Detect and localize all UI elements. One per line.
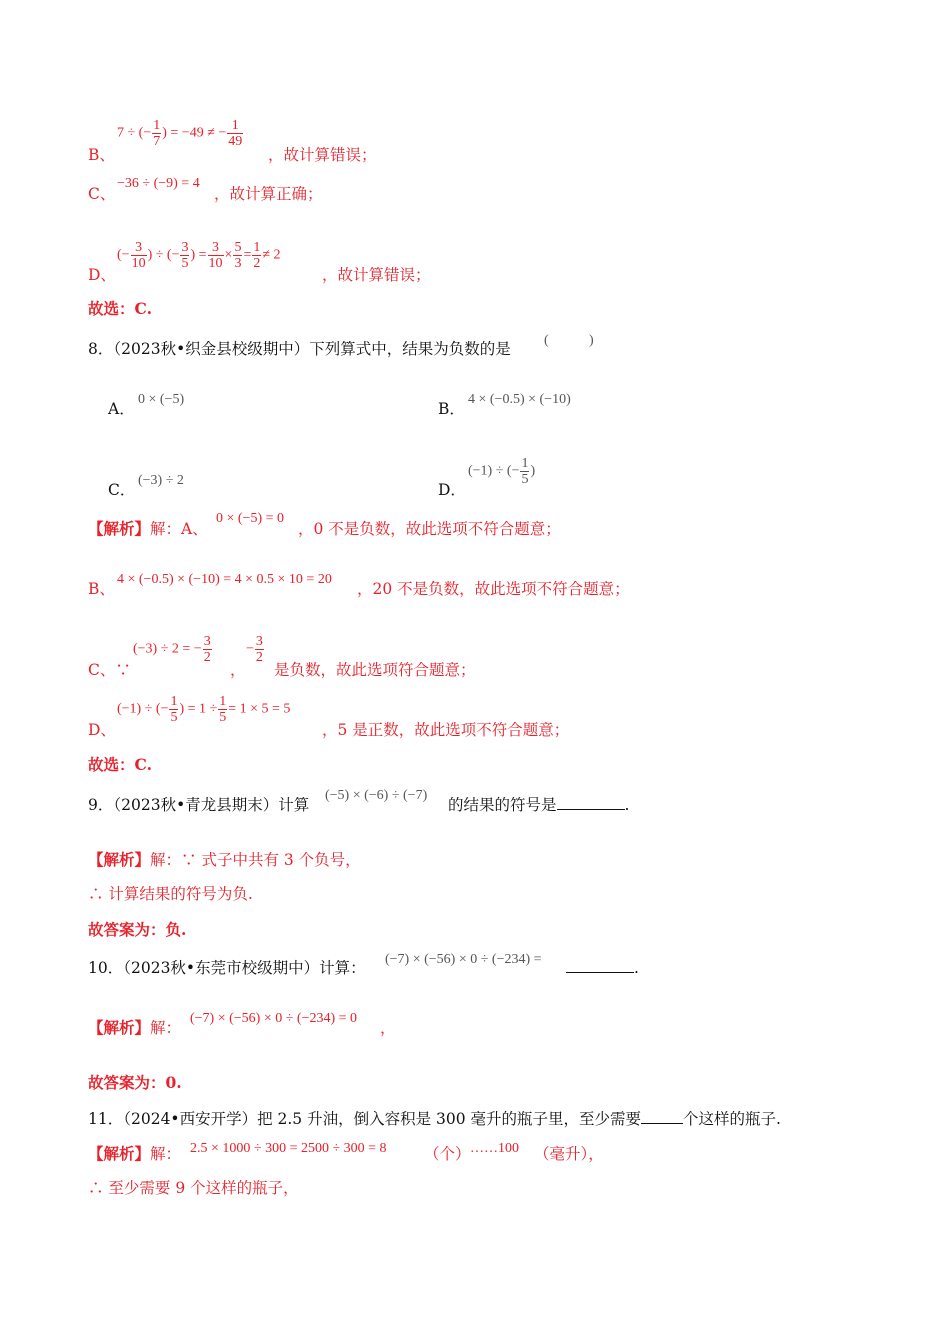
- q11-answer-blank[interactable]: [641, 1109, 683, 1124]
- q8-stem: [88, 339, 511, 359]
- frac-den: 7: [153, 134, 161, 149]
- q10-source: （2023秋•东莞市校级期中）: [123, 959, 320, 977]
- q8-sol-c-expr: [133, 634, 213, 665]
- q10-lead: 计算：: [319, 959, 366, 977]
- q8-sol-c-frac-2: [255, 634, 264, 665]
- frac-den: 10: [208, 256, 223, 271]
- q9-tail: [448, 795, 629, 815]
- frac-den: 5: [219, 710, 227, 725]
- q8-sol-c-neg-frac: [246, 634, 265, 665]
- expr-part: ) ÷ (−: [147, 247, 180, 263]
- expr-part: (−: [117, 247, 130, 263]
- q10-number: 10．: [88, 959, 124, 977]
- q11-sol-unit-2: （毫升），: [534, 1145, 604, 1163]
- q8-sol-b-expr: 4 × (−0.5) × (−10) = 4 × 0.5 × 10 = 20: [117, 572, 332, 587]
- frac-den: 5: [181, 256, 189, 271]
- prev-c-conclusion: ，故计算正确；: [214, 185, 323, 203]
- q8-sol-d-text: ，5 是正数，故此选项不符合题意；: [322, 721, 570, 739]
- q10-answer: 故答案为：0.: [88, 1073, 182, 1092]
- prev-b-frac-1: [152, 118, 161, 149]
- frac-num: 1: [219, 694, 227, 709]
- q8-sol-c-label: C、∵: [88, 661, 131, 679]
- q8-d-frac: [520, 456, 529, 487]
- prev-b-expr-left: 7 ÷ (−: [117, 125, 152, 141]
- expr-part: ≠ 2: [262, 247, 281, 263]
- frac-den: 49: [228, 134, 243, 149]
- prev-d-frac-2: [180, 240, 189, 271]
- expr-part: ): [530, 463, 536, 479]
- q9-number: 9．: [88, 796, 114, 814]
- q8-option-b-expr: 4 × (−0.5) × (−10): [468, 392, 571, 407]
- q8-number: 8．: [88, 340, 114, 358]
- frac-num: 1: [153, 118, 161, 133]
- q8-option-d-expr: [468, 456, 535, 487]
- q11-stem: [88, 1109, 781, 1129]
- prev-b-expression: [117, 118, 244, 149]
- prev-d-frac-5: [252, 240, 261, 271]
- q11-sol-line-1: [88, 1144, 181, 1164]
- prev-b-label: B、: [88, 146, 115, 164]
- q11-sol-line-2: ∴ 至少需要 9 个这样的瓶子，: [88, 1179, 299, 1197]
- prev-d-conclusion: ，故计算错误；: [322, 266, 431, 284]
- frac-den: 2: [253, 256, 261, 271]
- q9-answer-blank[interactable]: [557, 795, 625, 810]
- frac-num: 3: [181, 240, 189, 255]
- q8-sol-b-label: B、: [88, 580, 115, 598]
- q10-expr: (−7) × (−56) × 0 ÷ (−234) =: [385, 952, 542, 967]
- q8-sol-lead: 解：A、: [150, 520, 208, 538]
- expr-part: (−1) ÷ (−: [117, 701, 169, 717]
- q9-lead: 计算: [278, 796, 310, 814]
- q8-option-d-label: D．: [438, 481, 466, 499]
- analysis-tag: 【解析】: [88, 850, 151, 869]
- prev-b-expr-mid: ) = −49 ≠ −: [162, 125, 227, 141]
- expr-part: ) =: [190, 247, 207, 263]
- frac-den: 5: [170, 710, 178, 725]
- q8-sol-c-sep: ，: [230, 661, 246, 679]
- q8-sol-d-frac-1: [169, 694, 178, 725]
- q9-sol-l1: 解：∵ 式子中共有 3 个负号，: [150, 851, 361, 869]
- q8-answer-paren-left: (: [544, 333, 549, 348]
- q10-sol-comma: ，: [380, 1019, 396, 1037]
- q10-blank-line: [566, 958, 639, 978]
- expr-part: ) = 1 ÷: [179, 701, 218, 717]
- expr-part: ×: [224, 247, 233, 263]
- q11-number: 11．: [88, 1110, 124, 1128]
- expr-part: =: [243, 247, 252, 263]
- frac-den: 2: [203, 650, 211, 665]
- q10-end: .: [634, 959, 639, 977]
- q8-sol-a-line: [88, 519, 208, 539]
- q8-sol-c-text: 是负数，故此选项符合题意；: [274, 661, 476, 679]
- prev-d-frac-4: [233, 240, 242, 271]
- frac-num: 3: [255, 634, 263, 649]
- q11-sol-lead: 解：: [150, 1145, 182, 1163]
- frac-den: 2: [255, 650, 263, 665]
- frac-num: 1: [521, 456, 529, 471]
- q9-source: （2023秋•青龙县期末）: [113, 796, 279, 814]
- frac-num: 1: [253, 240, 261, 255]
- prev-option-d-line: [88, 265, 116, 285]
- q11-question-text: 把 2.5 升油，倒入容积是 300 毫升的瓶子里，至少需要: [257, 1110, 642, 1128]
- q8-sol-d-frac-2: [218, 694, 227, 725]
- frac-num: 3: [212, 240, 220, 255]
- frac-num: 3: [203, 634, 211, 649]
- q9-stem: [88, 795, 309, 815]
- prev-option-c-line: [88, 184, 115, 204]
- q8-option-a-label: A．: [108, 400, 135, 418]
- frac-den: 5: [521, 472, 529, 487]
- expr-part: (−3) ÷ 2 = −: [133, 641, 202, 657]
- q10-stem: [88, 958, 366, 978]
- frac-den: 10: [131, 256, 146, 271]
- q8-source: （2023秋•织金县校级期中）: [113, 340, 310, 358]
- prev-b-conclusion: ，故计算错误；: [268, 146, 377, 164]
- prev-d-expression: [117, 240, 281, 271]
- analysis-tag: 【解析】: [88, 1018, 151, 1037]
- prev-answer: 故选：C.: [88, 299, 152, 318]
- expr-part: (−1) ÷ (−: [468, 463, 520, 479]
- q8-option-b-label: B．: [438, 400, 465, 418]
- expr-part: = 1 × 5 = 5: [228, 701, 291, 717]
- analysis-tag: 【解析】: [88, 1144, 151, 1163]
- q10-sol-expr: (−7) × (−56) × 0 ÷ (−234) = 0: [190, 1011, 358, 1026]
- q10-sol-lead: 解：: [150, 1019, 182, 1037]
- q8-sol-d-expr: [117, 694, 290, 725]
- frac-num: 1: [170, 694, 178, 709]
- q8-option-c-expr: (−3) ÷ 2: [138, 473, 184, 488]
- prev-d-frac-1: [131, 240, 147, 271]
- q8-sol-b-text: ，20 不是负数，故此选项不符合题意；: [357, 580, 630, 598]
- q8-sol-a-expr: 0 × (−5) = 0: [216, 511, 285, 526]
- q8-answer: 故选：C.: [88, 755, 152, 774]
- q9-expr: (−5) × (−6) ÷ (−7): [325, 788, 428, 803]
- frac-den: 3: [234, 256, 242, 271]
- prev-c-label: C、: [88, 185, 116, 203]
- frac-num: 1: [231, 118, 239, 133]
- q8-sol-d-label: D、: [88, 721, 116, 739]
- q11-sol-remainder: ……100: [470, 1141, 519, 1156]
- q8-option-a-expr: 0 × (−5): [138, 392, 185, 407]
- prev-d-frac-3: [208, 240, 224, 271]
- q8-question-text: 下列算式中，结果为负数的是: [309, 340, 511, 358]
- q10-sol-line: [88, 1018, 181, 1038]
- q9-sol-line-2: ∴ 计算结果的符号为负.: [88, 885, 253, 903]
- prev-d-label: D、: [88, 266, 116, 284]
- frac-num: 5: [234, 240, 242, 255]
- q9-sol-line-1: [88, 850, 361, 870]
- q9-end: .: [624, 796, 630, 814]
- q8-sol-a-text: ，0 不是负数，故此选项不符合题意；: [298, 520, 561, 538]
- q8-sol-c-frac: [203, 634, 212, 665]
- frac-num: 3: [135, 240, 143, 255]
- q9-tail-text: 的结果的符号是: [448, 796, 557, 814]
- q11-sol-unit-1: （个）: [424, 1145, 471, 1163]
- expr-part: −: [246, 641, 254, 657]
- prev-option-b-line: [88, 145, 115, 165]
- q9-sol-line-3: 故答案为：负.: [88, 920, 187, 939]
- q11-tail: 个这样的瓶子.: [683, 1110, 781, 1128]
- q11-sol-expr: 2.5 × 1000 ÷ 300 = 2500 ÷ 300 = 8: [190, 1141, 387, 1156]
- prev-b-frac-2: [227, 118, 243, 149]
- prev-c-expression: −36 ÷ (−9) = 4: [117, 176, 200, 191]
- q8-answer-paren-right: ): [589, 333, 594, 348]
- analysis-tag: 【解析】: [88, 519, 151, 538]
- q8-option-c-label: C．: [108, 481, 136, 499]
- q10-answer-blank[interactable]: [566, 958, 634, 973]
- q11-source: （2024•西安开学）: [123, 1110, 258, 1128]
